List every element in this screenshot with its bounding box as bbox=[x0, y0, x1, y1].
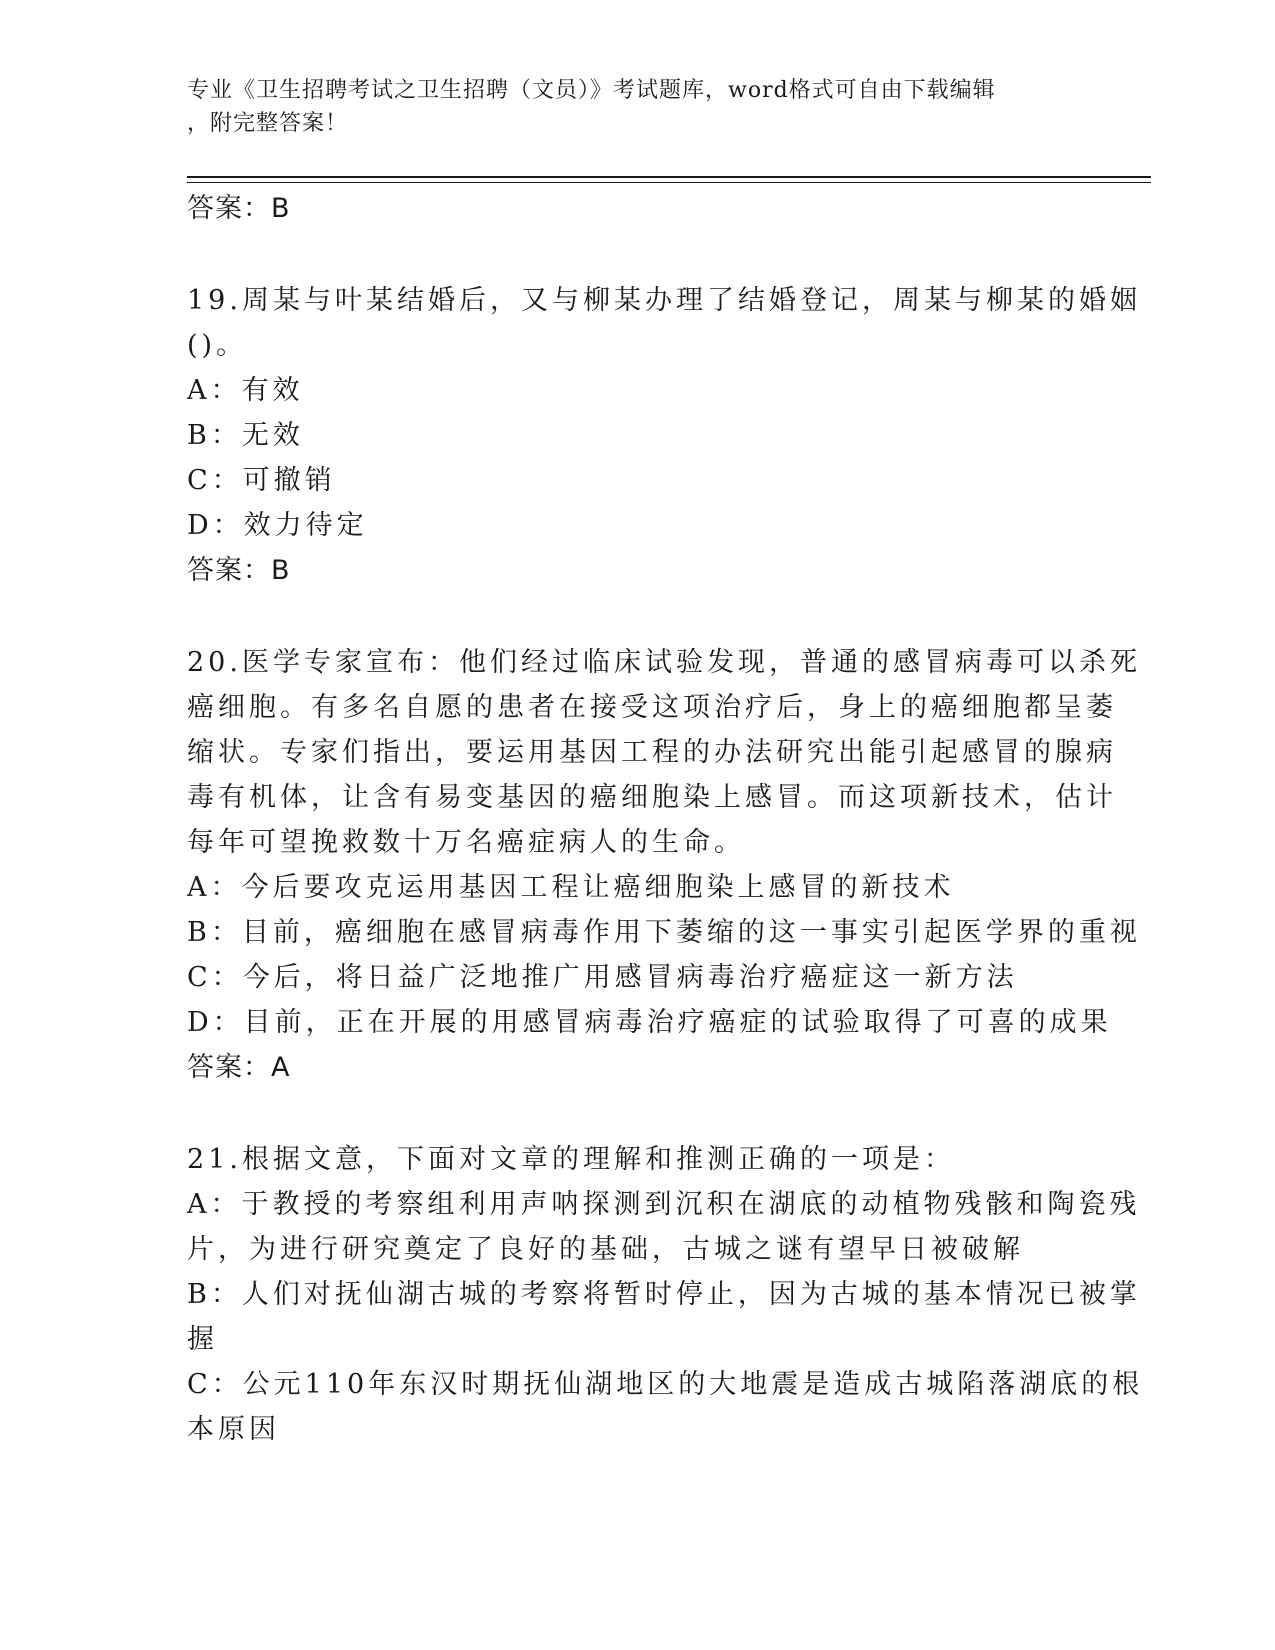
question-19-option-d: D：效力待定 bbox=[187, 510, 368, 541]
header-divider-thick bbox=[187, 176, 1151, 178]
question-20-option-d: D：目前，正在开展的用感冒病毒治疗癌症的试验取得了可喜的成果 bbox=[187, 1007, 1112, 1038]
question-19-answer: 答案：B bbox=[187, 555, 291, 586]
header-line-1: 专业《卫生招聘考试之卫生招聘（文员）》考试题库，word格式可自由下载编辑 bbox=[187, 78, 996, 103]
question-20-option-a: A：今后要攻克运用基因工程让癌细胞染上感冒的新技术 bbox=[187, 872, 955, 903]
question-21-stem-line-1: 21.根据文意，下面对文章的理解和推测正确的一项是： bbox=[187, 1144, 955, 1175]
header-line-2: ，附完整答案！ bbox=[187, 111, 349, 136]
question-21 bbox=[187, 1137, 1144, 1452]
question-20 bbox=[187, 640, 1141, 1090]
question-21-option-c-line-1: C：公元110年东汉时期抚仙湖地区的大地震是造成古城陷落湖底的根 bbox=[187, 1369, 1144, 1400]
question-19-option-c: C：可撤销 bbox=[187, 465, 336, 496]
question-21-option-a-line-2: 片，为进行研究奠定了良好的基础，古城之谜有望早日被破解 bbox=[187, 1234, 1024, 1265]
document-header bbox=[187, 74, 1067, 140]
question-20-stem-line-1: 20.医学专家宣布：他们经过临床试验发现，普通的感冒病毒可以杀死 bbox=[187, 647, 1141, 678]
header-divider-thin bbox=[187, 182, 1151, 183]
document-body bbox=[187, 186, 1144, 1452]
question-19-option-b: B：无效 bbox=[187, 420, 304, 451]
question-21-option-b-line-2: 握 bbox=[187, 1324, 218, 1355]
question-20-stem-line-2: 癌细胞。有多名自愿的患者在接受这项治疗后，身上的癌细胞都呈萎 bbox=[187, 692, 1117, 723]
question-20-stem-line-5: 每年可望挽救数十万名癌症病人的生命。 bbox=[187, 827, 745, 858]
question-19-stem-line-2: ()。 bbox=[187, 330, 248, 361]
question-21-option-a-line-1: A：于教授的考察组利用声呐探测到沉积在湖底的动植物残骸和陶瓷残 bbox=[187, 1189, 1141, 1220]
question-19-stem-line-1: 19.周某与叶某结婚后，又与柳某办理了结婚登记，周某与柳某的婚姻 bbox=[187, 285, 1141, 316]
question-20-option-c: C：今后，将日益广泛地推广用感冒病毒治疗癌症这一新方法 bbox=[187, 962, 1018, 993]
question-20-answer: 答案：A bbox=[187, 1052, 291, 1083]
prev-answer: 答案：B bbox=[187, 193, 291, 224]
question-19-option-a: A：有效 bbox=[187, 375, 304, 406]
question-20-stem-line-4: 毒有机体，让含有易变基因的癌细胞染上感冒。而这项新技术，估计 bbox=[187, 782, 1117, 813]
question-21-option-b-line-1: B：人们对抚仙湖古城的考察将暂时停止，因为古城的基本情况已被掌 bbox=[187, 1279, 1141, 1310]
question-20-stem-line-3: 缩状。专家们指出，要运用基因工程的办法研究出能引起感冒的腺病 bbox=[187, 737, 1117, 768]
question-19 bbox=[187, 278, 1141, 593]
question-20-option-b: B：目前，癌细胞在感冒病毒作用下萎缩的这一事实引起医学界的重视 bbox=[187, 917, 1141, 948]
question-21-option-c-line-2: 本原因 bbox=[187, 1414, 280, 1445]
